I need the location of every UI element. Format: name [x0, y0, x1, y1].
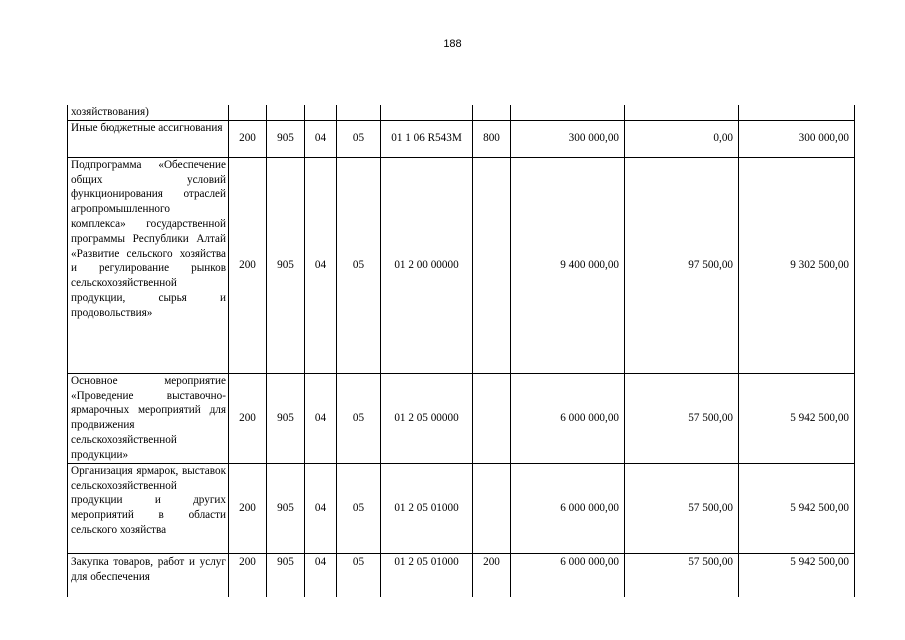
row-section: 200 [229, 373, 267, 463]
row-change: 97 500,00 [625, 157, 739, 373]
row-expense-type [473, 157, 511, 373]
row-total: 5 942 500,00 [739, 373, 855, 463]
row-total [739, 105, 855, 120]
row-chapter: 04 [305, 373, 337, 463]
page-number: 188 [443, 38, 462, 50]
row-expense-type: 800 [473, 120, 511, 157]
row-chapter [305, 105, 337, 120]
row-target-code: 01 1 06 R543M [381, 120, 473, 157]
table-body [68, 105, 855, 597]
row-subchapter: 05 [337, 373, 381, 463]
row-section: 200 [229, 463, 267, 553]
row-change [625, 105, 739, 120]
row-total: 5 942 500,00 [739, 553, 855, 597]
row-ministry: 905 [267, 120, 305, 157]
row-name: Иные бюджетные ассигнования [68, 120, 229, 157]
row-change: 57 500,00 [625, 553, 739, 597]
row-ministry [267, 105, 305, 120]
row-amount: 6 000 000,00 [511, 553, 625, 597]
row-target-code: 01 2 05 01000 [381, 463, 473, 553]
row-chapter: 04 [305, 120, 337, 157]
row-target-code: 01 2 05 00000 [381, 373, 473, 463]
row-expense-type [473, 373, 511, 463]
row-ministry: 905 [267, 373, 305, 463]
row-chapter: 04 [305, 463, 337, 553]
row-section: 200 [229, 157, 267, 373]
row-name: Организация ярмарок, выставок сельскохозяйственной продукции и других мероприятий в области сельского хозяйства [68, 463, 229, 553]
row-section [229, 105, 267, 120]
table-row [68, 463, 855, 553]
row-change: 57 500,00 [625, 463, 739, 553]
row-subchapter [337, 105, 381, 120]
row-total: 300 000,00 [739, 120, 855, 157]
row-ministry: 905 [267, 157, 305, 373]
row-target-code [381, 105, 473, 120]
row-chapter: 04 [305, 157, 337, 373]
row-amount [511, 105, 625, 120]
table-row [68, 373, 855, 463]
row-subchapter: 05 [337, 553, 381, 597]
budget-table [67, 105, 855, 597]
row-amount: 6 000 000,00 [511, 463, 625, 553]
row-chapter: 04 [305, 553, 337, 597]
row-amount: 300 000,00 [511, 120, 625, 157]
row-ministry: 905 [267, 553, 305, 597]
row-section: 200 [229, 553, 267, 597]
table-row [68, 157, 855, 373]
row-name: Закупка товаров, работ и услуг для обеспечения [68, 553, 229, 597]
row-subchapter: 05 [337, 120, 381, 157]
row-amount: 9 400 000,00 [511, 157, 625, 373]
row-name: Основное мероприятие «Проведение выставочно-ярмарочных мероприятий для продвижения сельскохозяйственной продукции» [68, 373, 229, 463]
row-total: 9 302 500,00 [739, 157, 855, 373]
row-expense-type: 200 [473, 553, 511, 597]
row-subchapter: 05 [337, 157, 381, 373]
row-name: Подпрограмма «Обеспечение общих условий функционирования отраслей агропромышленного комплекса» государственной программы Республики Алтай «Развитие сельского хозяйства и регулирование рынков сельскохозяйственной продукции, сырья и продовольствия» [68, 157, 229, 373]
row-expense-type [473, 105, 511, 120]
row-target-code: 01 2 05 01000 [381, 553, 473, 597]
row-ministry: 905 [267, 463, 305, 553]
table-row [68, 553, 855, 597]
row-expense-type [473, 463, 511, 553]
row-total: 5 942 500,00 [739, 463, 855, 553]
row-name: хозяйствования) [68, 105, 229, 120]
row-subchapter: 05 [337, 463, 381, 553]
table-row [68, 120, 855, 157]
row-amount: 6 000 000,00 [511, 373, 625, 463]
row-section: 200 [229, 120, 267, 157]
row-target-code: 01 2 00 00000 [381, 157, 473, 373]
row-change: 57 500,00 [625, 373, 739, 463]
table-row [68, 105, 855, 120]
row-change: 0,00 [625, 120, 739, 157]
